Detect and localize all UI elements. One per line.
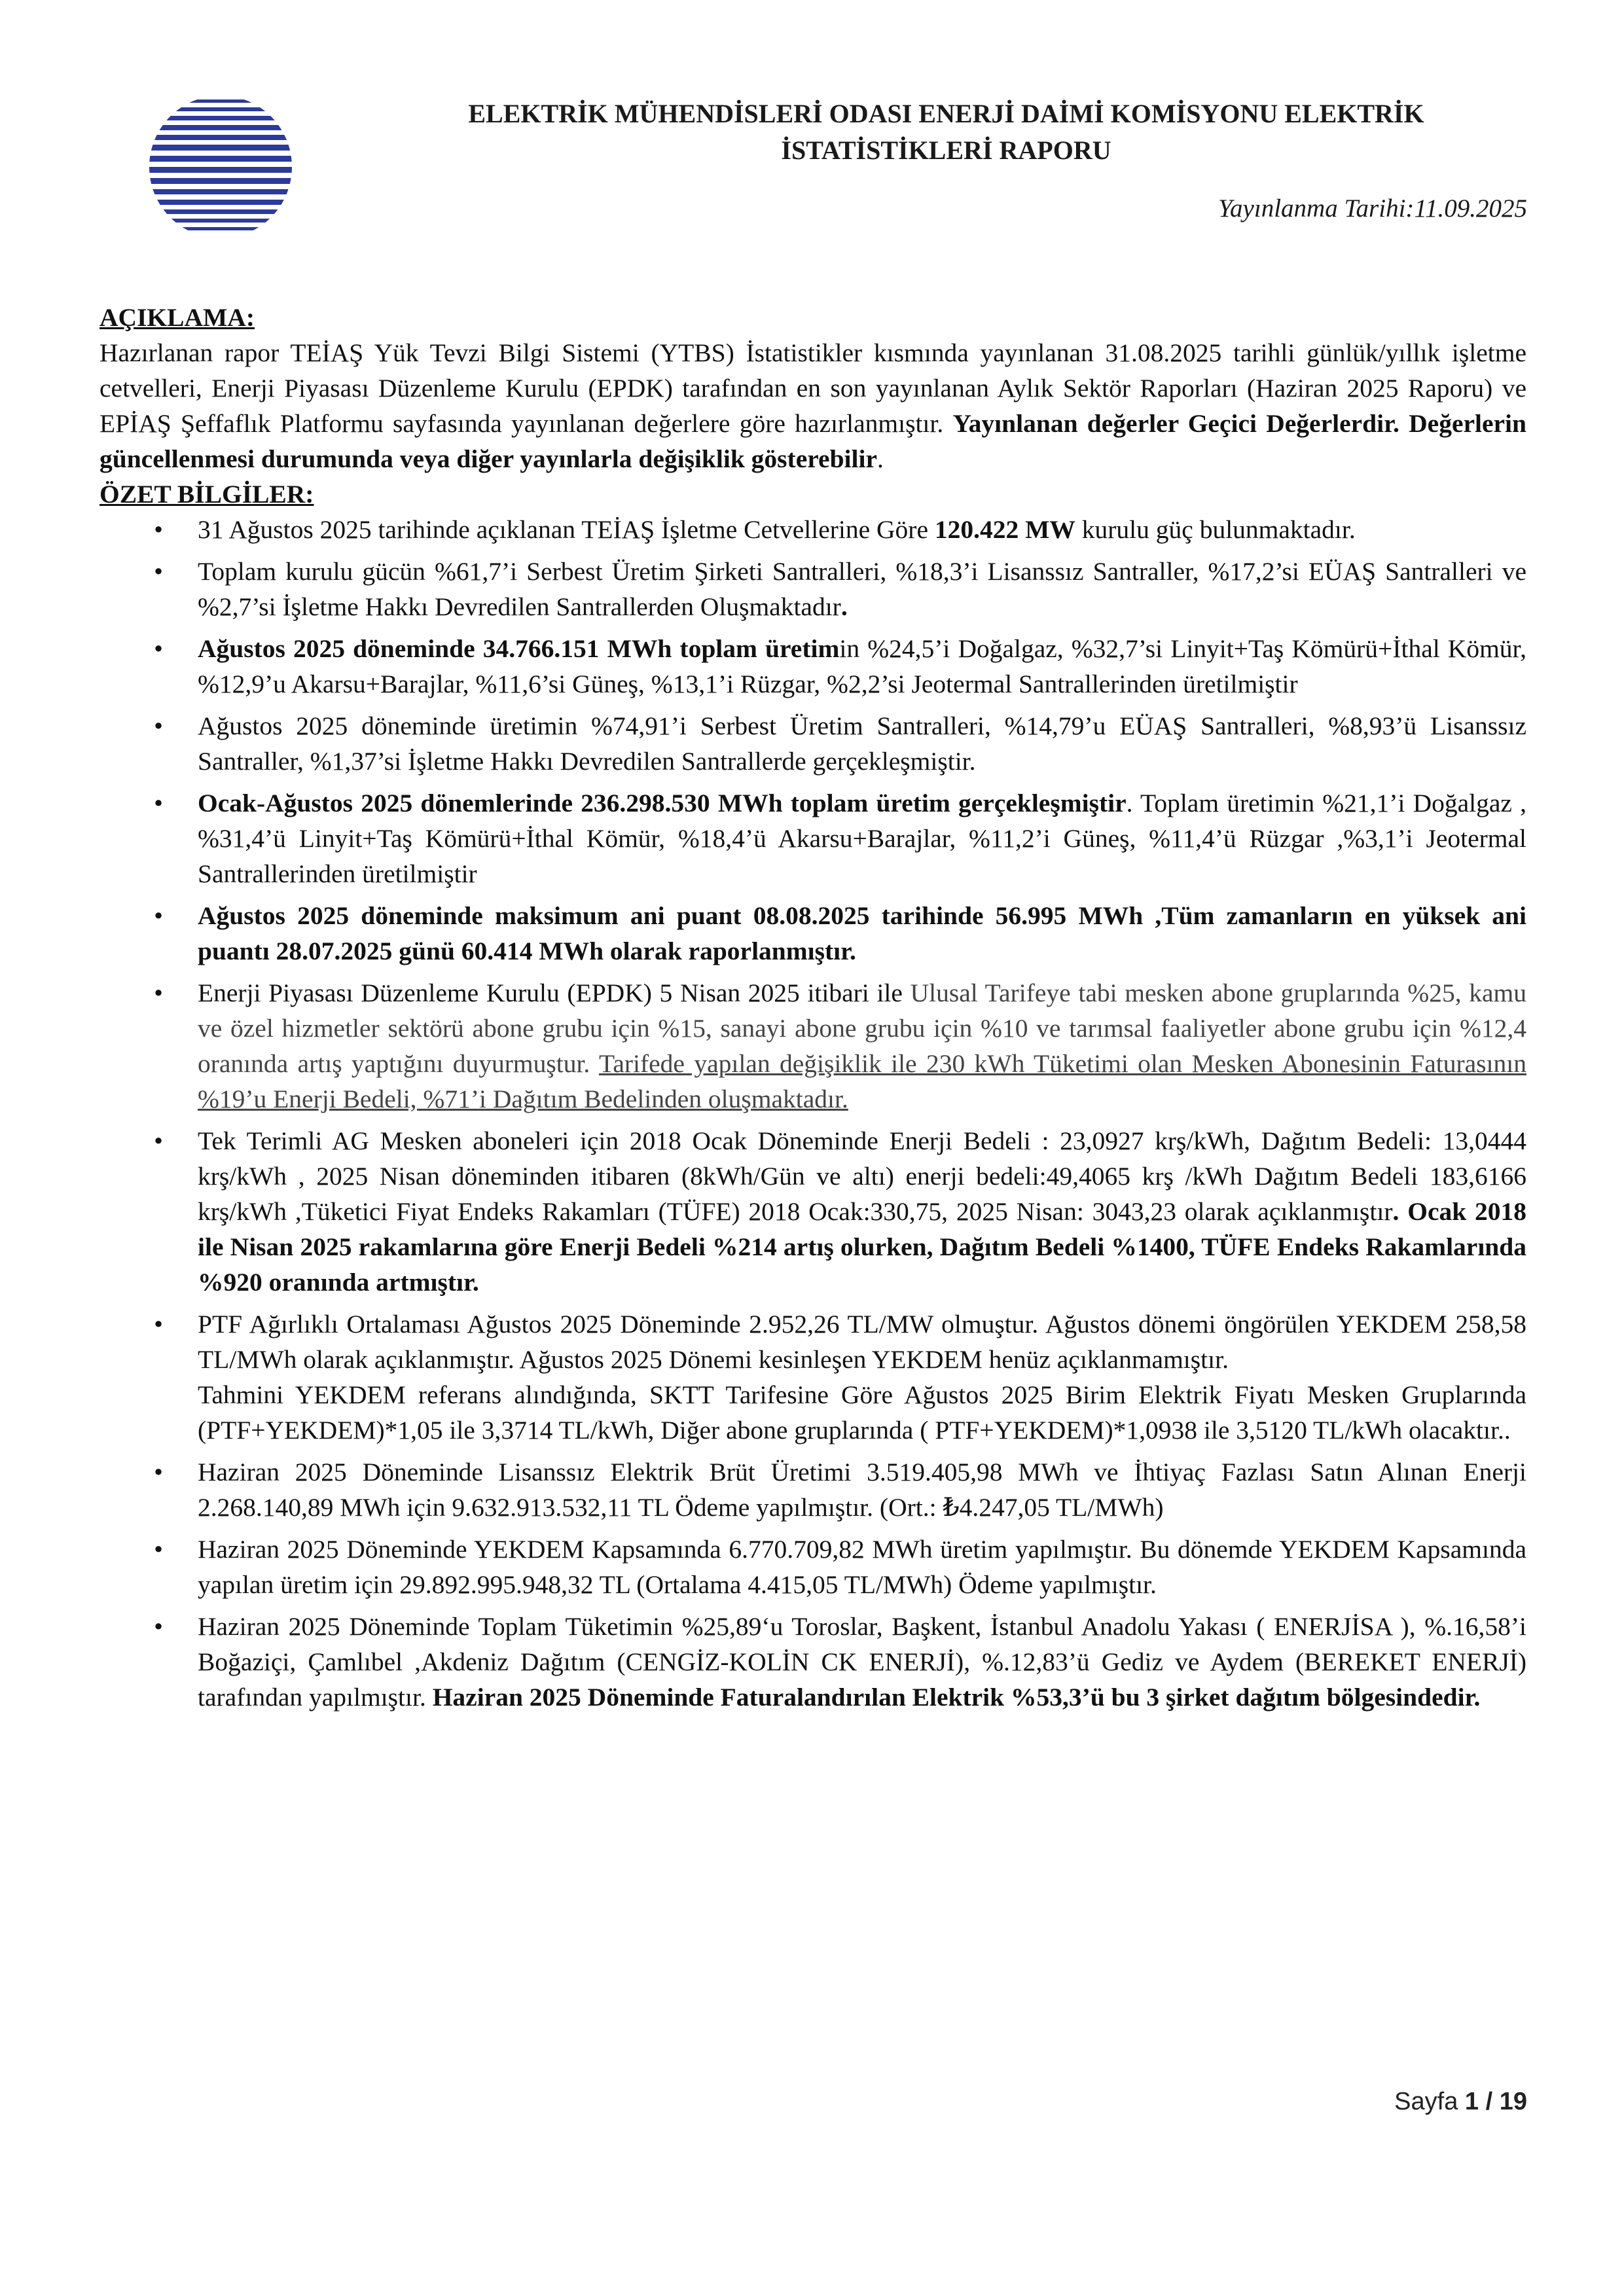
bullet-icon: •	[154, 1310, 163, 1338]
page-number	[1394, 2088, 1527, 2116]
b2-bold: .	[840, 592, 848, 621]
b7-text: Enerji Piyasası Düzenleme Kurulu (EPDK) 5 Nisan 2025 itibari ile	[198, 978, 911, 1007]
b5-text: . Toplam üretimin %21,1’i Doğalgaz , %31,4’ü Linyit+Taş Kömürü+İthal Kömür, %18,4’ü Akarsu+Barajlar, %11,2’i Güneş, %11,4’ü Rüzgar ,%3,1’i Jeotermal Santrallerinden üretilmiştir	[198, 789, 1526, 888]
aciklama-bold-text: Yayınlanan değerler Geçici Değerlerdir. Değerlerin güncellenmesi durumunda veya diğer yayınlarla değişiklik gösterebilir	[99, 409, 1526, 473]
aciklama-heading: AÇIKLAMA:	[99, 303, 255, 332]
b1-bold: 120.422 MW	[934, 515, 1075, 544]
b8-bold: . Ocak 2018 ile Nisan 2025 rakamlarına göre Enerji Bedeli %214 artış olurken, Dağıtım Bedeli %1400, TÜFE Endeks Rakamlarında %920 oranında artmıştır.	[198, 1197, 1526, 1297]
b12-text: Haziran 2025 Döneminde Toplam Tüketimin %25,89‘u Toroslar, Başkent, İstanbul Anadolu Yakası ( ENERJİSA ), %.16,58’i Boğaziçi, Çamlıbel ,Akdeniz Dağıtım (CENGİZ-KOLİN CK ENERJİ), %.12,83’ü Gediz ve Aydem (BEREKET ENERJİ) tarafından yapılmıştır.	[198, 1612, 1526, 1712]
list-item	[99, 708, 1526, 779]
bullet-icon: •	[154, 1612, 163, 1641]
list-item	[99, 554, 1526, 624]
bullet-icon: •	[154, 789, 163, 817]
b1-text2: kurulu güç bulunmaktadır.	[1075, 515, 1356, 544]
publish-date: Yayınlanma Tarihi:11.09.2025	[1218, 194, 1527, 223]
b9-text2: Tahmini YEKDEM referans alındığında, SKTT Tarifesine Göre Ağustos 2025 Birim Elektrik Fiyatı Mesken Gruplarında (PTF+YEKDEM)*1,05 ile 3,3714 TL/kWh, Diğer abone gruplarında ( PTF+YEKDEM)*1,0938 ile 3,5120 TL/kWh olacaktır..	[198, 1380, 1526, 1444]
list-item	[99, 785, 1526, 891]
list-item	[99, 975, 1526, 1117]
b1-text: 31 Ağustos 2025 tarihinde açıklanan TEİAŞ İşletme Cetvellerine Göre	[198, 515, 935, 544]
b7-underlined-text: Tarifede yapılan değişiklik ile 230 kWh Tüketimi olan Mesken Abonesinin Faturasının %19’u Enerji Bedeli, %71’i Dağıtım Bedelinden oluşmaktadır.	[198, 1049, 1526, 1113]
page-current: 1	[1464, 2088, 1479, 2115]
b9-text: PTF Ağırlıklı Ortalaması Ağustos 2025 Döneminde 2.952,26 TL/MW olmuştur. Ağustos dönemi öngörülen YEKDEM 258,58 TL/MWh olarak açıklanmıştır. Ağustos 2025 Dönemi kesinleşen YEKDEM henüz açıklanmamıştır.	[198, 1310, 1526, 1374]
b10-text: Haziran 2025 Döneminde Lisanssız Elektrik Brüt Üretimi 3.519.405,98 MWh ve İhtiyaç Fazlası Satın Alınan Enerji 2.268.140,89 MWh için 9.632.913.532,11 TL Ödeme yapılmıştır. (Ort.: ₺4.247,05 TL/MWh)	[198, 1458, 1526, 1522]
b8-text: Tek Terimli AG Mesken aboneleri için 2018 Ocak Döneminde Enerji Bedeli : 23,0927 krş/kWh, Dağıtım Bedeli: 13,0444 krş/kWh , 2025 Nisan döneminden itibaren (8kWh/Gün ve altı) enerji bedeli:49,4065 krş /kWh Dağıtım Bedeli 183,6166 krş/kWh ,Tüketici Fiyat Endeks Rakamları (TÜFE) 2018 Ocak:330,75, 2025 Nisan: 3043,23 olarak açıklanmıştır	[198, 1126, 1526, 1226]
report-title-line1: ELEKTRİK MÜHENDİSLERİ ODASI ENERJİ DAİMİ KOMİSYONU ELEKTRİK	[468, 99, 1424, 128]
list-item	[99, 631, 1526, 702]
bullet-icon: •	[154, 901, 163, 930]
b3-text: in %24,5’i Doğalgaz, %32,7’si Linyit+Taş Kömürü+İthal Kömür, %12,9’u Akarsu+Barajlar, %11,6’si Güneş, %13,1’i Rüzgar, %2,2’si Jeotermal Santrallerinden üretilmiştir	[198, 634, 1526, 698]
list-item	[99, 1123, 1526, 1300]
bullet-icon: •	[154, 557, 163, 586]
list-item	[99, 512, 1526, 547]
list-item	[99, 1306, 1526, 1448]
page-total: 19	[1499, 2088, 1527, 2115]
bullet-icon: •	[154, 1458, 163, 1486]
bullet-icon: •	[154, 978, 163, 1007]
list-item	[99, 1454, 1526, 1525]
page-label: Sayfa	[1394, 2088, 1465, 2115]
bullet-icon: •	[154, 711, 163, 740]
bullet-icon: •	[154, 634, 163, 663]
list-item	[99, 1532, 1526, 1602]
document-body	[99, 300, 1526, 1721]
b7-gray-text: Ulusal Tarifeye tabi mesken abone gruplarında %25, kamu ve özel hizmetler sektörü abone grubu için %15, sanayi abone grubu için %10 ve tarımsal faaliyetler abone grubu için %12,4 oranında artış yaptığını duyurmuştur.	[198, 978, 1526, 1078]
aciklama-paragraph	[99, 335, 1526, 476]
bullet-icon: •	[154, 515, 163, 544]
list-item	[99, 1609, 1526, 1715]
b4-text: Ağustos 2025 döneminde üretimin %74,91’i Serbest Üretim Santralleri, %14,79’u EÜAŞ Santralleri, %8,93’ü Lisanssız Santraller, %1,37’si İşletme Hakkı Devredilen Santrallerde gerçekleşmiştir.	[198, 711, 1526, 776]
report-title	[367, 96, 1526, 169]
aciklama-end: .	[877, 444, 884, 473]
emo-logo	[149, 96, 292, 238]
bullet-icon: •	[154, 1126, 163, 1155]
b12-bold: Haziran 2025 Döneminde Faturalandırılan Elektrik %53,3’ü bu 3 şirket dağıtım bölgesindedir.	[432, 1683, 1481, 1712]
b11-text: Haziran 2025 Döneminde YEKDEM Kapsamında 6.770.709,82 MWh üretim yapılmıştır. Bu dönemde YEKDEM Kapsamında yapılan üretim için 29.892.995.948,32 TL (Ortalama 4.415,05 TL/MWh) Ödeme yapılmıştır.	[198, 1535, 1526, 1599]
ozet-list	[99, 512, 1526, 1715]
b6-bold: Ağustos 2025 döneminde maksimum ani puant 08.08.2025 tarihinde 56.995 MWh ,Tüm zamanların en yüksek ani puantı 28.07.2025 günü 60.414 MWh olarak raporlanmıştır.	[198, 901, 1526, 965]
page-sep: /	[1479, 2088, 1500, 2115]
report-title-line2: İSTATİSTİKLERİ RAPORU	[781, 135, 1111, 165]
b5-bold: Ocak-Ağustos 2025 dönemlerinde 236.298.530 MWh toplam üretim gerçekleşmiştir	[198, 789, 1127, 817]
aciklama-text: Hazırlanan rapor TEİAŞ Yük Tevzi Bilgi Sistemi (YTBS) İstatistikler kısmında yayınlanan 31.08.2025 tarihli günlük/yıllık işletme cetvelleri, Enerji Piyasası Düzenleme Kurulu (EPDK) tarafından en son yayınlanan Aylık Sektör Raporları (Haziran 2025 Raporu) ve EPİAŞ Şeffaflık Platformu sayfasında yayınlanan değerlere göre hazırlanmıştır.	[99, 338, 1526, 438]
ozet-heading: ÖZET BİLGİLER:	[99, 480, 314, 509]
list-item	[99, 898, 1526, 969]
b3-bold: Ağustos 2025 döneminde 34.766.151 MWh toplam üretim	[198, 634, 840, 663]
bullet-icon: •	[154, 1535, 163, 1564]
b2-text: Toplam kurulu gücün %61,7’i Serbest Üretim Şirketi Santralleri, %18,3’i Lisanssız Santraller, %17,2’si EÜAŞ Santralleri ve %2,7’si İşletme Hakkı Devredilen Santrallerden Oluşmaktadır	[198, 557, 1526, 621]
